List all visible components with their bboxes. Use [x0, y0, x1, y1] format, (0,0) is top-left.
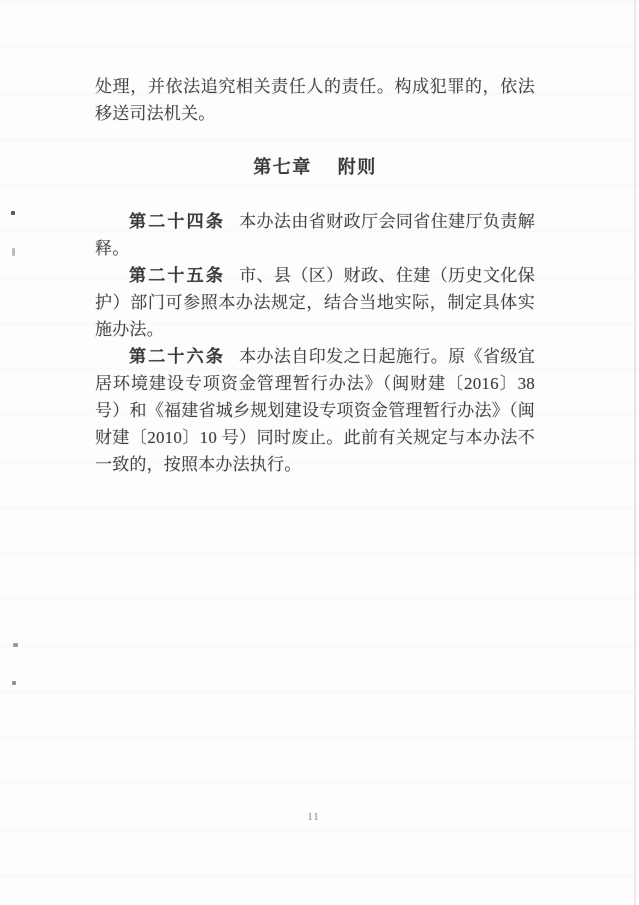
chapter-label: 第七章	[253, 157, 312, 177]
article-number: 第二十四条	[129, 212, 226, 231]
chapter-heading	[95, 154, 535, 181]
article-text: 市、县（区）财政、住建（历史文化保护）部门可参照本办法规定，结合当地实际，制定具体实施办法。	[95, 266, 535, 339]
article-paragraph	[95, 262, 535, 343]
continuation-paragraph: 处理，并依法追究相关责任人的责任。构成犯罪的，依法移送司法机关。	[95, 77, 535, 123]
article-text: 本办法自印发之日起施行。原《省级宜居环境建设专项资金管理暂行办法》（闽财建〔2016〕38 号）和《福建省城乡规划建设专项资金管理暂行办法》（闽财建〔2010〕10 号）同时废止。此前有关规定与本办法不一致的，按照本办法执行。	[95, 347, 535, 474]
article-number: 第二十六条	[129, 347, 226, 366]
article-text: 本办法由省财政厅会同省住建厅负责解释。	[95, 212, 535, 258]
document-body	[95, 73, 535, 478]
scan-speck	[12, 681, 16, 685]
scan-edge-line	[634, 0, 636, 905]
article-number: 第二十五条	[129, 266, 226, 285]
article-paragraph	[95, 343, 535, 478]
scan-speck	[12, 248, 15, 256]
scan-speck	[11, 211, 15, 215]
article-paragraph	[95, 208, 535, 262]
chapter-title: 附则	[337, 157, 377, 177]
page-number: 11	[307, 811, 320, 823]
scan-speck	[13, 643, 18, 647]
